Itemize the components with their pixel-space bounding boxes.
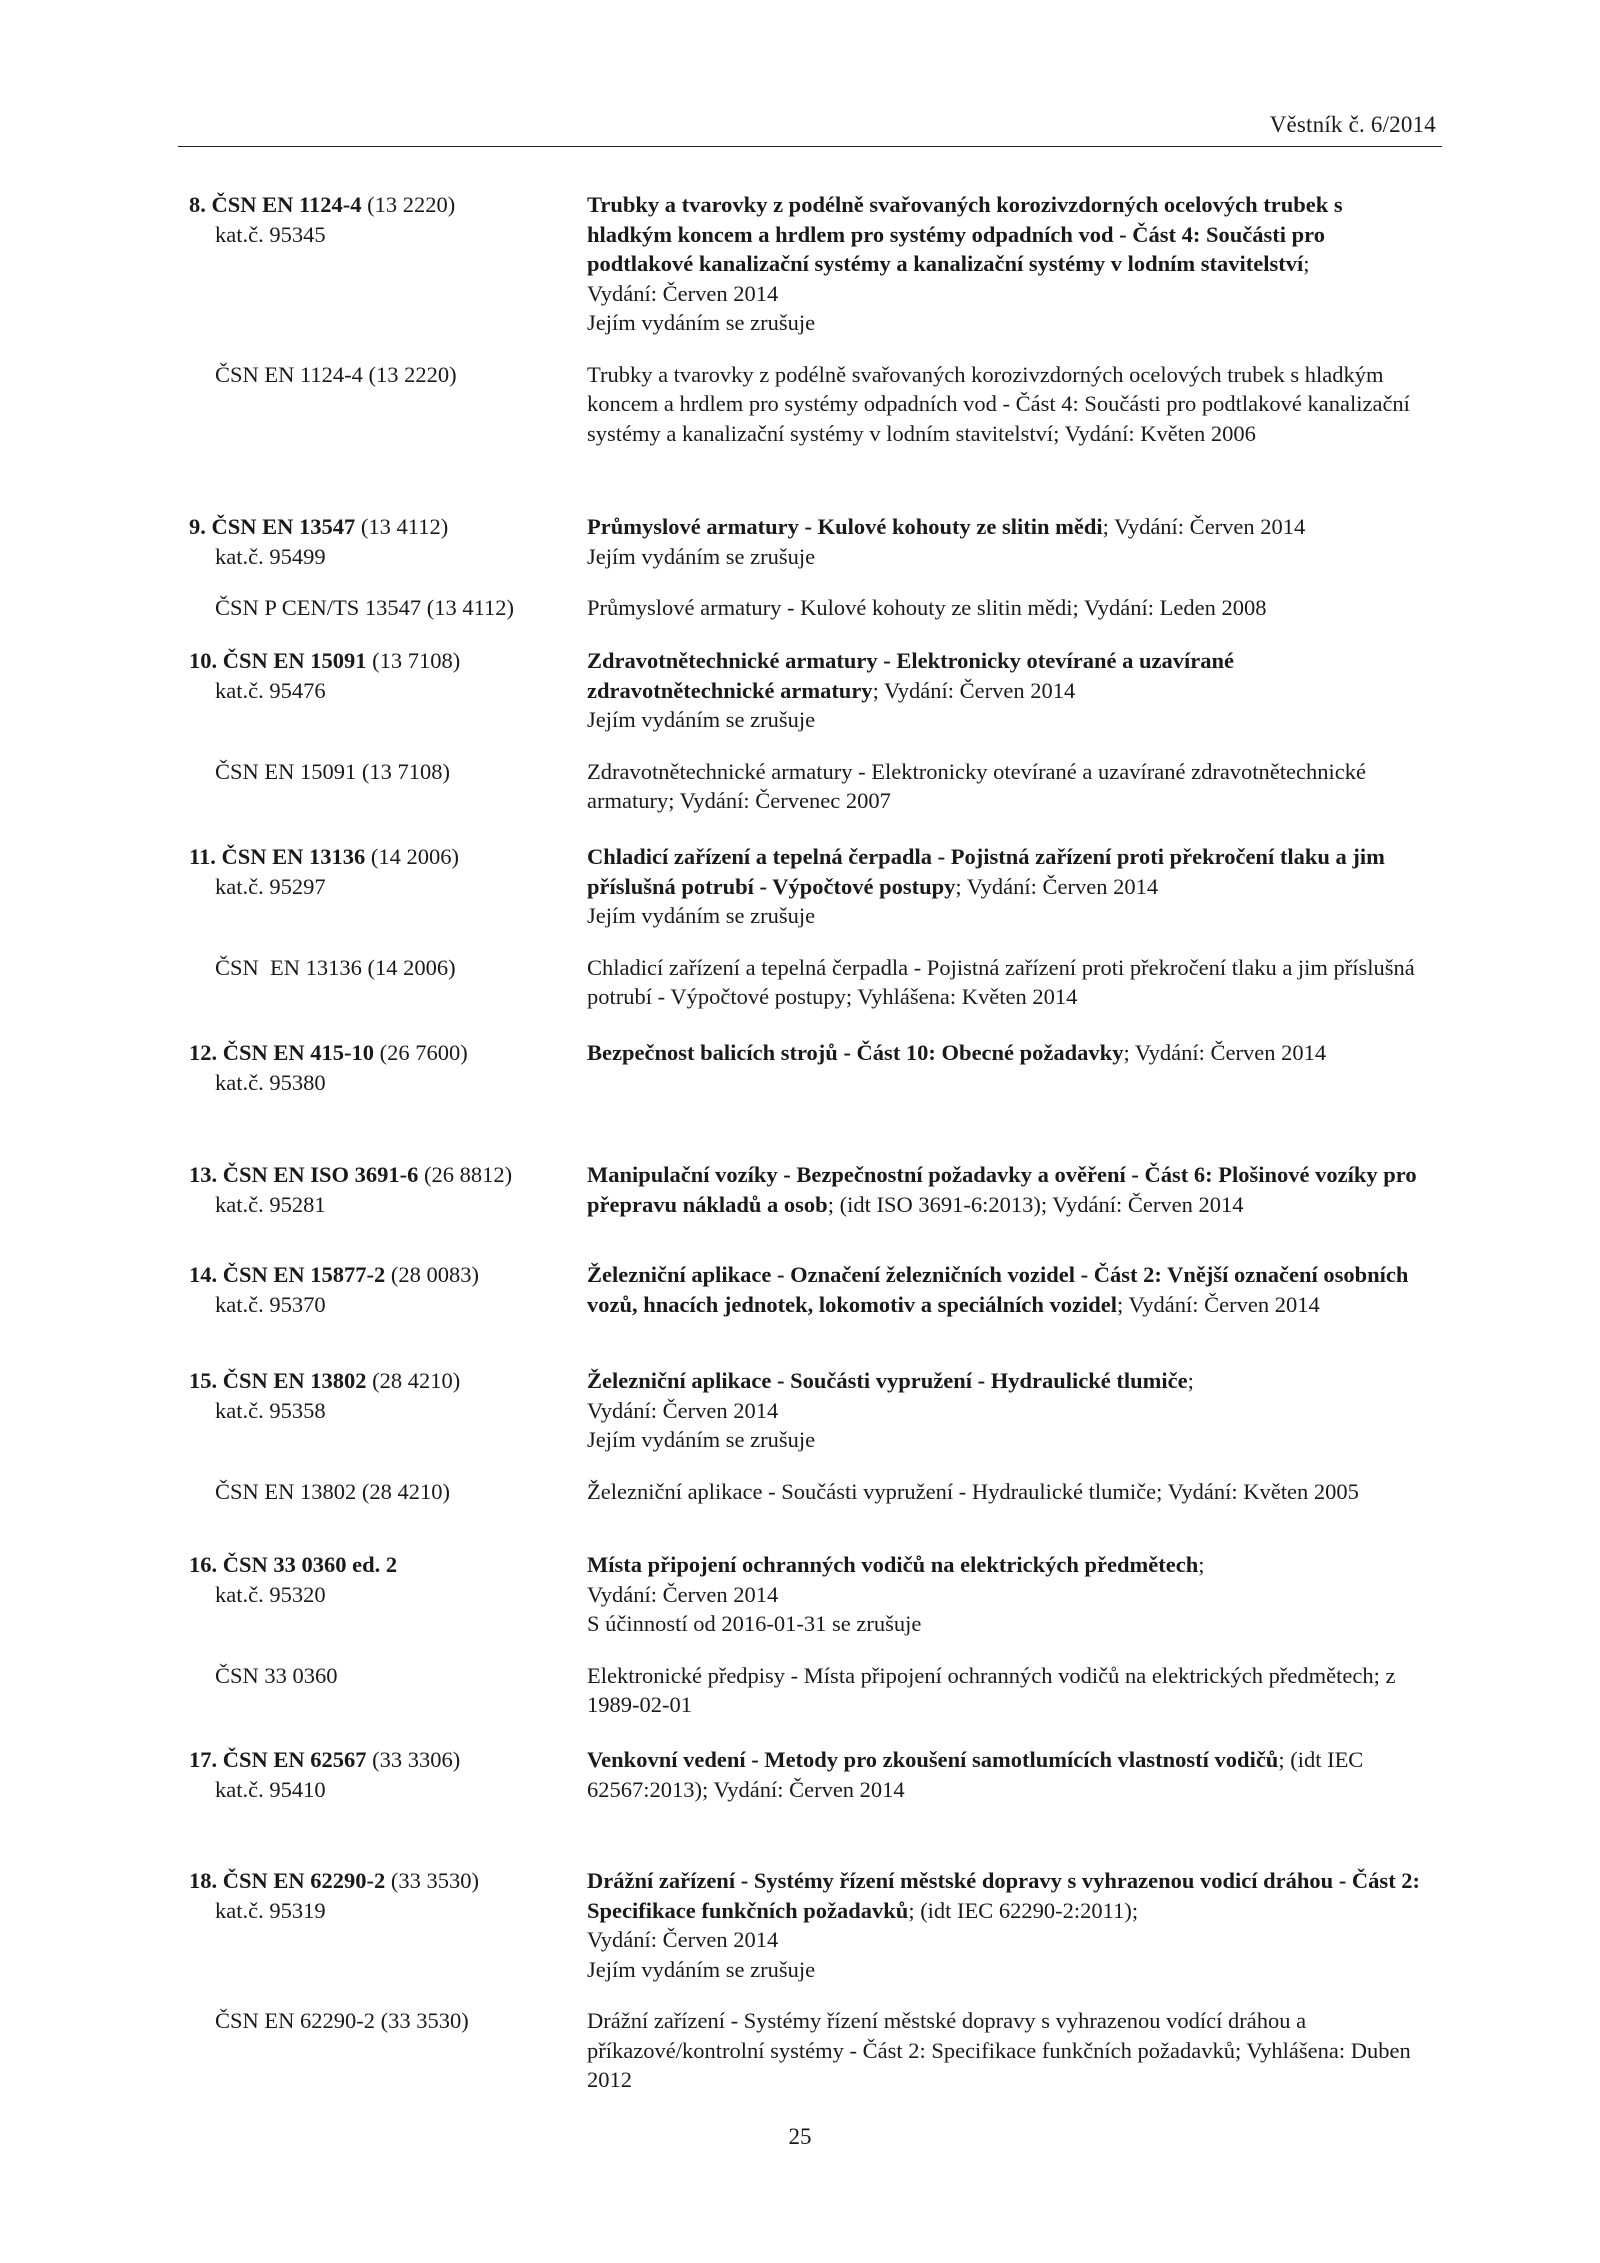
classification-code: (33 3530) — [390, 1868, 480, 1893]
entry-identifier — [189, 842, 587, 931]
catalog-number: kat.č. 95320 — [215, 1581, 326, 1607]
standard-title-line — [587, 646, 1422, 705]
entry-number: 17. — [189, 1747, 218, 1772]
standard-title-suffix: ; — [1303, 251, 1310, 276]
entry-code-line — [189, 1745, 587, 1775]
standard-code: ČSN EN 13547 — [211, 514, 356, 539]
replaced-code: ČSN EN 62290-2 (33 3530) — [215, 2008, 469, 2033]
standard-title: Drážní zařízení - Systémy řízení městské dopravy s vyhrazenou vodicí dráhou - Část 2: Specifikace funkčních požadavků — [587, 1868, 1421, 1923]
entry-note: Jejím vydáním se zrušuje — [587, 903, 816, 928]
catalog-number: kat.č. 95499 — [215, 543, 326, 569]
entry-identifier — [189, 1866, 587, 1984]
standard-code: ČSN EN 15091 — [222, 648, 367, 673]
catalog-number: kat.č. 95281 — [215, 1191, 326, 1217]
entry-code-line — [189, 190, 587, 220]
catalog-number: kat.č. 95345 — [215, 221, 326, 247]
standard-code: ČSN EN 415-10 — [222, 1040, 375, 1065]
standard-entry — [189, 512, 1449, 623]
entry-new-standard — [189, 1038, 1449, 1097]
entry-replaced-standard — [189, 1477, 1449, 1507]
standard-title: Bezpečnost balicích strojů - Část 10: Obecné požadavky — [587, 1040, 1124, 1065]
entry-note: Jejím vydáním se zrušuje — [587, 707, 816, 732]
classification-code: (26 8812) — [424, 1162, 513, 1187]
standard-entry — [189, 842, 1449, 1012]
page-number: 25 — [788, 2124, 812, 2149]
entry-number: 18. — [189, 1868, 218, 1893]
entry-number: 9. — [189, 514, 206, 539]
entry-description — [587, 512, 1422, 571]
standard-title-suffix: ; Vydání: Červen 2014 — [872, 677, 1076, 703]
catalog-number: kat.č. 95319 — [215, 1897, 326, 1923]
entry-code-line — [189, 1550, 587, 1580]
standard-title-suffix: ; Vydání: Červen 2014 — [1123, 1040, 1327, 1065]
entry-replaced-standard — [189, 360, 1449, 449]
replaced-code: ČSN P CEN/TS 13547 (13 4112) — [215, 595, 514, 620]
entry-code-line — [189, 646, 587, 676]
standard-title: Venkovní vedení - Metody pro zkoušení samotlumících vlastností vodičů — [587, 1747, 1279, 1772]
spacer — [189, 931, 1449, 953]
catalog-number: kat.č. 95410 — [215, 1776, 326, 1802]
entry-code-line — [189, 1038, 587, 1068]
entry-number: 13. — [189, 1162, 218, 1187]
standard-title-suffix: ; Vydání: Červen 2014 — [1102, 514, 1306, 539]
standard-title: Průmyslové armatury - Kulové kohouty ze slitin mědi — [587, 514, 1103, 539]
entry-code-line — [189, 842, 587, 872]
standard-title-line — [587, 1745, 1422, 1804]
standard-title-suffix: ; — [1198, 1552, 1205, 1577]
standard-entry — [189, 1260, 1449, 1319]
entry-new-standard — [189, 512, 1449, 571]
spacer — [189, 735, 1449, 757]
standard-code: ČSN EN 13802 — [222, 1368, 367, 1393]
entry-identifier — [189, 1038, 587, 1097]
standard-title-line — [587, 1366, 1422, 1396]
entry-new-standard — [189, 646, 1449, 735]
standard-title: Železniční aplikace - Součásti vypružení - Hydraulické tlumiče — [587, 1368, 1188, 1393]
catalog-number: kat.č. 95380 — [215, 1069, 326, 1095]
entry-new-standard — [189, 1260, 1449, 1319]
entry-replaced-standard — [189, 757, 1449, 816]
entry-note: Jejím vydáním se zrušuje — [587, 1427, 816, 1452]
entry-description — [587, 1260, 1422, 1319]
standard-title-suffix: ; — [1187, 1368, 1194, 1393]
standard-entry — [189, 1038, 1449, 1097]
standard-title-suffix: ; (idt IEC 62290-2:2011); — [908, 1897, 1139, 1923]
entry-identifier — [189, 190, 587, 338]
entry-identifier — [189, 1260, 587, 1319]
catalog-number: kat.č. 95297 — [215, 873, 326, 899]
entry-new-standard — [189, 1366, 1449, 1455]
entry-identifier — [189, 512, 587, 571]
catalog-number: kat.č. 95476 — [215, 677, 326, 703]
standard-title: Trubky a tvarovky z podélně svařovaných korozivzdorných ocelových trubek s hladkým koncem a hrdlem pro systémy odpadních vod - Část 4: Součásti pro podtlakové kanalizační systémy a kanalizační systémy v lodním stavitelství — [587, 192, 1343, 276]
entry-description — [587, 1866, 1422, 1984]
standard-title-line — [587, 1550, 1422, 1580]
standard-title-line — [587, 1160, 1422, 1219]
standard-entry — [189, 1866, 1449, 2095]
standard-title-suffix: ; Vydání: Červen 2014 — [1117, 1291, 1320, 1317]
standard-code: ČSN EN 62290-2 — [222, 1868, 386, 1893]
spacer — [189, 1984, 1449, 2006]
entry-description — [587, 190, 1422, 338]
page-header — [178, 112, 1442, 147]
entry-note: Jejím vydáním se zrušuje — [587, 543, 816, 569]
entry-description — [587, 842, 1422, 931]
standard-title-suffix: ; (idt IEC 62567:2013); Vydání: Červen 2014 — [587, 1747, 1364, 1802]
replaced-code: ČSN EN 13802 (28 4210) — [215, 1478, 450, 1504]
standard-title: Chladicí zařízení a tepelná čerpadla - Pojistná zařízení proti překročení tlaku a jim příslušná potrubí - Výpočtové postupy — [587, 844, 1385, 899]
spacer — [189, 338, 1449, 360]
entry-new-standard — [189, 1866, 1449, 1984]
catalog-number: kat.č. 95358 — [215, 1397, 326, 1423]
replaced-description: Elektronické předpisy - Místa připojení ochranných vodičů na elektrických předmětech; z 1989-02-01 — [587, 1662, 1396, 1717]
entry-note: Vydání: Červen 2014 — [587, 1397, 779, 1423]
standard-code: ČSN 33 0360 ed. 2 — [222, 1552, 398, 1577]
standard-entry — [189, 1550, 1449, 1720]
standard-title-line — [587, 842, 1422, 901]
classification-code: (28 4210) — [372, 1368, 461, 1393]
entry-code-line — [189, 1260, 587, 1290]
standard-title-suffix: ; Vydání: Červen 2014 — [955, 873, 1159, 899]
entry-description — [587, 646, 1422, 735]
replaced-code: ČSN EN 13136 (14 2006) — [215, 954, 456, 980]
classification-code: (33 3306) — [372, 1747, 461, 1772]
entry-description — [587, 1160, 1422, 1219]
entry-code-line — [189, 1866, 587, 1896]
entry-description — [587, 1038, 1422, 1097]
classification-code: (13 4112) — [360, 514, 449, 539]
spacer — [189, 571, 1449, 593]
standard-code: ČSN EN 15877-2 — [222, 1262, 386, 1287]
entry-number: 15. — [189, 1368, 218, 1393]
entry-description — [587, 1550, 1422, 1639]
classification-code: (13 7108) — [372, 648, 461, 673]
replaced-description: Zdravotnětechnické armatury - Elektronicky otevírané a uzavírané zdravotnětechnické armatury; Vydání: Červenec 2007 — [587, 758, 1366, 813]
standard-title: Zdravotnětechnické armatury - Elektronicky otevírané a uzavírané zdravotnětechnické armatury — [587, 648, 1234, 703]
replaced-description: Železniční aplikace - Součásti vypružení - Hydraulické tlumiče; Vydání: Květen 2005 — [587, 1478, 1359, 1504]
entry-replaced-standard — [189, 1661, 1449, 1720]
standard-title-line — [587, 190, 1422, 279]
entry-note: Jejím vydáním se zrušuje — [587, 1956, 816, 1982]
entry-replaced-standard — [189, 2006, 1449, 2095]
entry-description — [587, 1366, 1422, 1455]
standard-entry — [189, 1745, 1449, 1804]
entry-number: 12. — [189, 1040, 218, 1065]
entry-note: Vydání: Červen 2014 — [587, 1581, 779, 1607]
replaced-code: ČSN EN 1124-4 (13 2220) — [215, 361, 457, 387]
standard-title: Místa připojení ochranných vodičů na elektrických předmětech — [587, 1552, 1199, 1577]
replaced-code: ČSN 33 0360 — [215, 1662, 338, 1688]
entry-number: 10. — [189, 648, 218, 673]
entry-replaced-standard — [189, 593, 1449, 623]
entry-replaced-standard — [189, 953, 1449, 1012]
entry-description — [587, 1745, 1422, 1804]
classification-code: (26 7600) — [379, 1040, 468, 1065]
standard-entry — [189, 190, 1449, 448]
standard-title-line — [587, 512, 1422, 542]
entry-note: Jejím vydáním se zrušuje — [587, 310, 816, 335]
entry-number: 8. — [189, 192, 206, 217]
entry-number: 16. — [189, 1552, 218, 1577]
standard-entry — [189, 646, 1449, 816]
replaced-description: Průmyslové armatury - Kulové kohouty ze slitin mědi; Vydání: Leden 2008 — [587, 595, 1267, 620]
standard-code: ČSN EN 62567 — [222, 1747, 367, 1772]
entry-new-standard — [189, 842, 1449, 931]
entry-new-standard — [189, 190, 1449, 338]
standard-title-line — [587, 1260, 1422, 1319]
classification-code: (13 2220) — [367, 192, 456, 217]
standard-entry — [189, 1366, 1449, 1506]
standard-code: ČSN EN ISO 3691-6 — [222, 1162, 419, 1187]
standard-title-suffix: ; (idt ISO 3691-6:2013); Vydání: Červen 2014 — [827, 1191, 1244, 1217]
spacer — [189, 1455, 1449, 1477]
entry-note: Vydání: Červen 2014 — [587, 280, 779, 306]
standard-title-line — [587, 1866, 1422, 1925]
entry-new-standard — [189, 1745, 1449, 1804]
entry-code-line — [189, 1366, 587, 1396]
entry-code-line — [189, 512, 587, 542]
replaced-description: Chladicí zařízení a tepelná čerpadla - Pojistná zařízení proti překročení tlaku a jim příslušná potrubí - Výpočtové postupy; Vyhlášena: Květen 2014 — [587, 954, 1415, 1009]
entry-identifier — [189, 1550, 587, 1639]
standard-title: Železniční aplikace - Označení železničních vozidel - Část 2: Vnější označení osobních vozů, hnacích jednotek, lokomotiv a speciálních vozidel — [587, 1262, 1409, 1317]
replaced-code: ČSN EN 15091 (13 7108) — [215, 758, 450, 784]
entry-code-line — [189, 1160, 587, 1190]
entry-identifier — [189, 646, 587, 735]
spacer — [189, 1639, 1449, 1661]
catalog-number: kat.č. 95370 — [215, 1291, 326, 1317]
entry-note: Vydání: Červen 2014 — [587, 1927, 779, 1952]
entry-identifier — [189, 1366, 587, 1455]
replaced-description: Drážní zařízení - Systémy řízení městské dopravy s vyhrazenou vodící dráhou a příkazové/kontrolní systémy - Část 2: Specifikace funkčních požadavků; Vyhlášena: Duben 2012 — [587, 2008, 1411, 2092]
replaced-description: Trubky a tvarovky z podélně svařovaných korozivzdorných ocelových trubek s hladkým koncem a hrdlem pro systémy odpadních vod - Část 4: Součásti pro podtlakové kanalizační systémy a kanalizační systémy v lodním stavitelství; Vydání: Květen 2006 — [587, 361, 1410, 446]
entry-number: 14. — [189, 1262, 218, 1287]
standard-title-line — [587, 1038, 1422, 1068]
entry-note: S účinností od 2016-01-31 se zrušuje — [587, 1611, 922, 1636]
standard-title: Manipulační vozíky - Bezpečnostní požadavky a ověření - Část 6: Plošinové vozíky pro přepravu nákladů a osob — [587, 1162, 1417, 1217]
bulletin-title: Věstník č. 6/2014 — [1269, 112, 1436, 137]
entry-identifier — [189, 1160, 587, 1219]
classification-code: (28 0083) — [390, 1262, 480, 1287]
entry-number: 11. — [189, 844, 216, 869]
standard-entry — [189, 1160, 1449, 1219]
entry-new-standard — [189, 1160, 1449, 1219]
entry-identifier — [189, 1745, 587, 1804]
standard-code: ČSN EN 1124-4 — [211, 192, 362, 217]
entry-new-standard — [189, 1550, 1449, 1639]
standard-code: ČSN EN 13136 — [221, 844, 366, 869]
classification-code: (14 2006) — [370, 844, 460, 869]
